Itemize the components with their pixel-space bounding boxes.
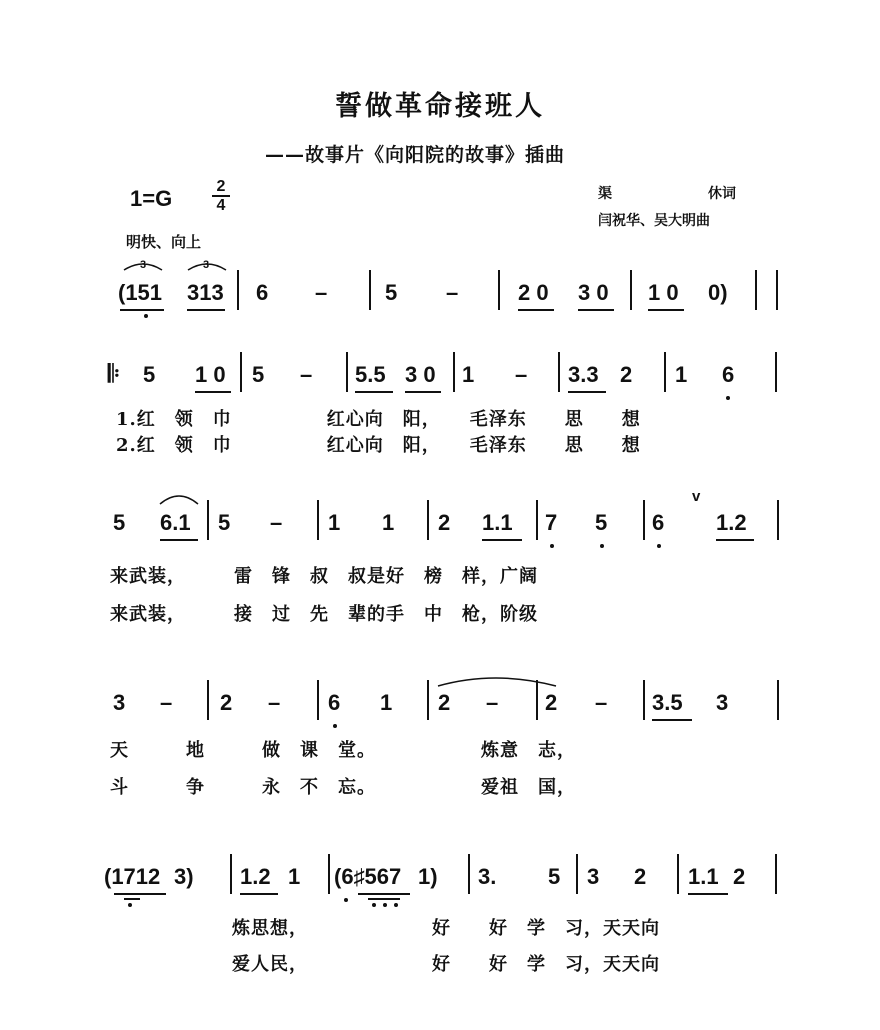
time-numerator: 2 — [216, 178, 226, 195]
slur — [160, 496, 198, 504]
note-group: 3.3 — [568, 362, 599, 387]
lyricist-name: 渠 — [598, 186, 612, 202]
dash: – — [515, 362, 528, 387]
lyricist-role: 休词 — [708, 186, 736, 202]
note-group: (151 — [118, 280, 163, 305]
dash: – — [270, 510, 283, 535]
lyric-line-verse-2: 爱人民， 好 好 学 习，天天向 — [232, 954, 660, 975]
lyric-line-verse-2: 来武装， 接 过 先 辈的手 中 枪，阶级 — [110, 604, 538, 625]
lyric-line-verse-2: 2.红 领 巾 红心向 阳， 毛泽东 思 想 — [116, 435, 641, 456]
note-group: 1 0 — [195, 362, 226, 387]
note-group: 2 — [634, 864, 647, 889]
note-group: 2 — [733, 864, 746, 889]
note-group: 1.1 — [482, 510, 513, 535]
note-group: 1 — [675, 362, 688, 387]
note-group: 1 0 — [648, 280, 679, 305]
dash: – — [315, 280, 328, 305]
note-group: 5 — [143, 362, 156, 387]
note-group: 1) — [418, 864, 438, 889]
note-group: 6.1 — [160, 510, 191, 535]
key-signature: 1=G — [130, 186, 173, 211]
note-group: 1.2 — [240, 864, 271, 889]
note-group: 3. — [478, 864, 497, 889]
dash: – — [446, 280, 459, 305]
lyric-line-verse-1: 来武装， 雷 锋 叔 叔是好 榜 样，广阔 — [110, 566, 538, 587]
lyric-line-verse-1: 天 地 做 课 堂。 炼意 志， — [110, 740, 576, 761]
note-group: 7 — [545, 510, 558, 535]
dash: – — [486, 690, 499, 715]
note-group: 1 — [462, 362, 475, 387]
dash: – — [160, 690, 173, 715]
note-group: (1712 — [104, 864, 161, 889]
time-denominator: 4 — [216, 197, 226, 214]
tempo-marking: 明快、向上 — [126, 233, 202, 251]
dash: – — [300, 362, 313, 387]
note-group: 5.5 — [355, 362, 386, 387]
note-group: 2 — [438, 510, 451, 535]
song-title: 誓做革命接班人 — [335, 91, 545, 122]
note-group: 0) — [708, 280, 728, 305]
note-group: (6♯567 — [334, 864, 402, 889]
note-group: 5 — [595, 510, 608, 535]
note-group: 3.5 — [652, 690, 683, 715]
note-group: 6 — [256, 280, 269, 305]
note-group: 2 — [545, 690, 558, 715]
lyric-line-verse-2: 斗 争 永 不 忘。 爱祖 国， — [110, 777, 576, 798]
note-group: 3 — [587, 864, 600, 889]
tie — [438, 678, 556, 686]
note-group: 1.2 — [716, 510, 747, 535]
note-group: 5 — [385, 280, 398, 305]
note-group: 2 — [620, 362, 633, 387]
composer-credit: 闫祝华、吴大明曲 — [598, 213, 710, 229]
note-group: 2 — [220, 690, 233, 715]
triplet-mark: 3 — [140, 259, 147, 271]
note-group: 1 — [288, 864, 301, 889]
note-group: 6 — [328, 690, 341, 715]
breath-mark: v — [692, 488, 701, 505]
note-group: 1.1 — [688, 864, 719, 889]
repeat-sign: 𝄆 — [108, 361, 120, 388]
note-group: 3 — [716, 690, 729, 715]
song-subtitle: ——故事片《向阳院的故事》插曲 — [265, 144, 566, 166]
note-group: 6 — [722, 362, 735, 387]
lyric-line-verse-1: 1.红 领 巾 红心向 阳， 毛泽东 思 想 — [116, 409, 641, 430]
note-group: 5 — [113, 510, 126, 535]
note-group: 3 0 — [578, 280, 609, 305]
note-group: 313 — [187, 280, 224, 305]
note-group: 1 — [382, 510, 395, 535]
note-group: 6 — [652, 510, 665, 535]
note-group: 5 — [548, 864, 561, 889]
note-group: 3 — [113, 690, 126, 715]
dash: – — [268, 690, 281, 715]
note-group: 1 — [380, 690, 393, 715]
triplet-mark: 3 — [203, 259, 210, 271]
note-group: 2 — [438, 690, 451, 715]
lyric-line-verse-1: 炼思想， 好 好 学 习，天天向 — [232, 918, 660, 939]
note-group: 5 — [252, 362, 265, 387]
note-group: 5 — [218, 510, 231, 535]
note-group: 3) — [174, 864, 194, 889]
note-group: 1 — [328, 510, 341, 535]
note-group: 3 0 — [405, 362, 436, 387]
dash: – — [595, 690, 608, 715]
note-group: 2 0 — [518, 280, 549, 305]
